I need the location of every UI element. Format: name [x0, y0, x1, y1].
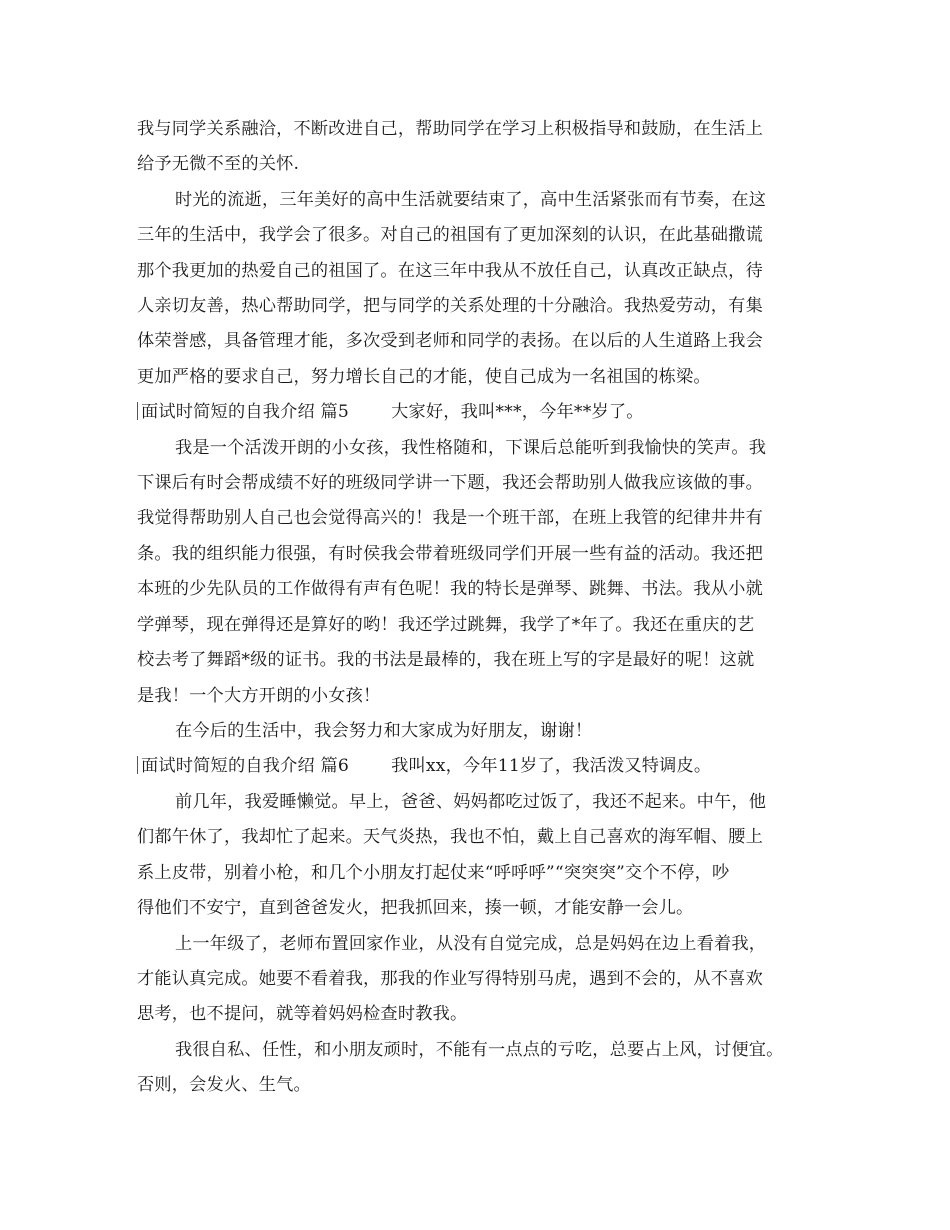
- paragraph-line: 上一年级了，老师布置回家作业，从没有自觉完成，总是妈妈在边上看着我，: [175, 934, 767, 954]
- paragraph-line: 是我！一个大方开朗的小女孩！: [137, 686, 381, 706]
- paragraph-line: 思考，也不提问，就等着妈妈检查时教我。: [137, 1004, 468, 1024]
- section-heading-6: [137, 754, 711, 778]
- paragraph-line: 我觉得帮助别人自己也会觉得高兴的！我是一个班干部，在班上我管的纪律井井有: [137, 508, 763, 528]
- paragraph-line: 更加严格的要求自己，努力增长自己的才能，使自己成为一名祖国的栋梁。: [137, 367, 711, 387]
- paragraph-line: 才能认真完成。她要不看着我，那我的作业写得特别马虎，遇到不会的，从不喜欢: [137, 969, 763, 989]
- paragraph-line: 那个我更加的热爱自己的祖国了。在这三年中我从不放任自己，认真改正缺点，待: [137, 261, 763, 281]
- paragraph-line: 学弹琴，现在弹得还是算好的哟！我还学过跳舞，我学了*年了。我还在重庆的艺: [137, 615, 755, 635]
- paragraph-line: 我是一个活泼开朗的小女孩，我性格随和，下课后总能听到我愉快的笑声。我: [175, 438, 767, 458]
- paragraph-line: 得他们不安宁，直到爸爸发火，把我抓回来，揍一顿，才能安静一会儿。: [137, 898, 694, 918]
- paragraph-line: 我与同学关系融洽，不断改进自己，帮助同学在学习上积极指导和鼓励，在生活上: [137, 119, 763, 139]
- heading-marker: [137, 402, 138, 420]
- heading-title: 面试时简短的自我介绍 篇6: [141, 756, 350, 776]
- paragraph-line: 下课后有时会帮成绩不好的班级同学讲一下题，我还会帮助别人做我应该做的事。: [137, 473, 763, 493]
- heading-marker: [137, 756, 138, 774]
- paragraph-line: 时光的流逝，三年美好的高中生活就要结束了，高中生活紧张而有节奏，在这: [175, 190, 767, 210]
- paragraph-line: 人亲切友善，热心帮助同学，把与同学的关系处理的十分融洽。我热爱劳动，有集: [137, 296, 763, 316]
- paragraph-line: 条。我的组织能力很强，有时侯我会带着班级同学们开展一些有益的活动。我还把: [137, 544, 763, 564]
- section-heading-5: [137, 400, 644, 424]
- heading-text: 我叫xx，今年11岁了，我活泼又特调皮。: [391, 756, 712, 776]
- paragraph-line: 给予无微不至的关怀.: [137, 154, 300, 174]
- paragraph-line: 本班的少先队员的工作做得有声有色呢！我的特长是弹琴、跳舞、书法。我从小就: [137, 579, 763, 599]
- heading-title: 面试时简短的自我介绍 篇5: [141, 402, 350, 422]
- paragraph-line: 们都午休了，我却忙了起来。天气炎热，我也不怕，戴上自己喜欢的海军帽、腰上: [137, 827, 763, 847]
- paragraph-line: 系上皮带，别着小枪，和几个小朋友打起仗来“呼呼呼”“突突突”交个不停，吵: [137, 863, 730, 883]
- paragraph-line: 前几年，我爱睡懒觉。早上，爸爸、妈妈都吃过饭了，我还不起来。中午，他: [175, 792, 767, 812]
- paragraph-line: 体荣誉感，具备管理才能，多次受到老师和同学的表扬。在以后的人生道路上我会: [137, 331, 763, 351]
- heading-text: 大家好，我叫***，今年**岁了。: [391, 402, 644, 422]
- paragraph-line: 否则，会发火、生气。: [137, 1075, 311, 1095]
- paragraph-line: 在今后的生活中，我会努力和大家成为好朋友，谢谢！: [175, 721, 593, 741]
- paragraph-line: 我很自私、任性，和小朋友顽时，不能有一点点的亏吃，总要占上风，讨便宜。: [175, 1040, 784, 1060]
- paragraph-line: 三年的生活中，我学会了很多。对自己的祖国有了更加深刻的认识，在此基础撒谎: [137, 225, 763, 245]
- paragraph-line: 校去考了舞蹈*级的证书。我的书法是最棒的，我在班上写的字是最好的呢！这就: [137, 650, 755, 670]
